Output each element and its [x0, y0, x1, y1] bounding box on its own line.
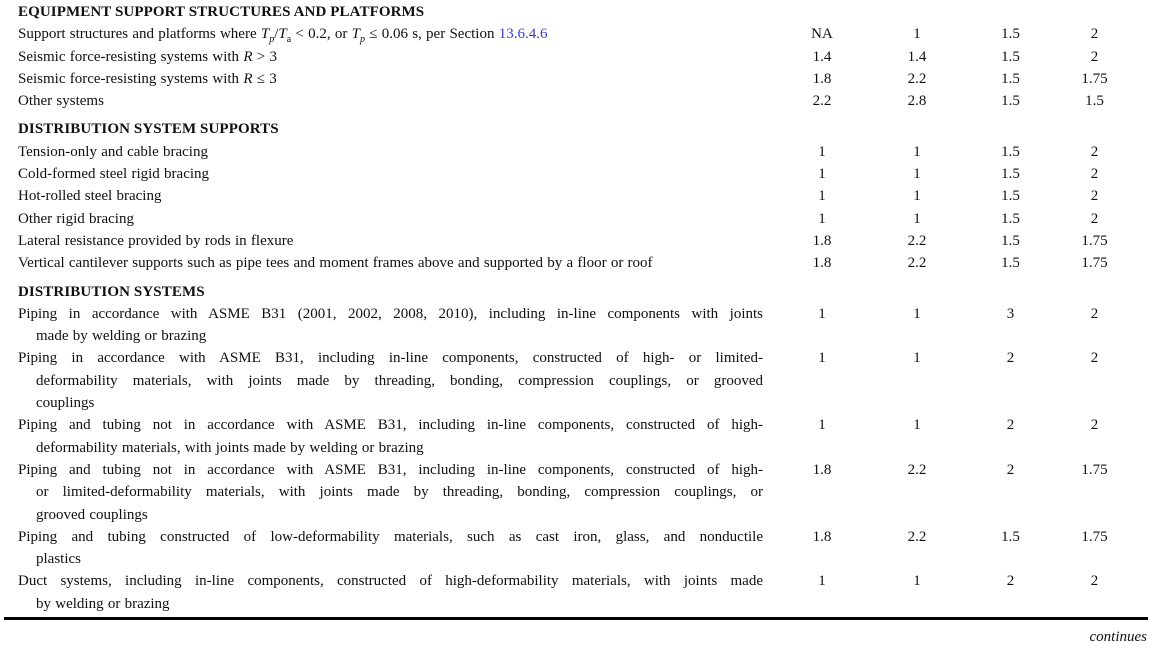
- row-label: [18, 141, 763, 163]
- cell-value: 2.2: [907, 70, 927, 87]
- cell-value: 2: [1090, 210, 1099, 227]
- cell-value: 1.75: [1081, 232, 1108, 249]
- cell-value: 2: [1090, 573, 1099, 590]
- row-label: [18, 347, 763, 414]
- label-text: ≤ 0.06 s, per Section: [364, 26, 499, 43]
- label-text: Hot-rolled steel bracing: [18, 188, 162, 205]
- row-label: [18, 459, 763, 526]
- row-label: [18, 90, 763, 112]
- section-link[interactable]: 13.6.4.6: [498, 26, 548, 43]
- continues-label: continues: [1089, 628, 1147, 645]
- cell-value: 1.5: [1001, 210, 1020, 227]
- label-line: [18, 481, 763, 503]
- cell-value: 1.8: [812, 255, 832, 272]
- label-line: [18, 414, 763, 436]
- label-text: T: [351, 26, 360, 43]
- label-text: R: [243, 48, 253, 65]
- cell-value: 1.5: [1001, 70, 1020, 87]
- table-row: [18, 230, 1153, 252]
- cell-value: NA: [811, 26, 833, 43]
- table-row: [18, 570, 1153, 615]
- label-text: Duct systems, including in-line components, constructed of high-deformability materials, with joints made: [18, 573, 763, 590]
- cell-value: 1.5: [1001, 232, 1020, 249]
- label-line: [18, 46, 763, 68]
- row-label: [18, 46, 763, 68]
- label-text: Piping in accordance with ASME B31 (2001, 2002, 2008, 2010), including in-line components with joints: [18, 305, 763, 322]
- row-label: [18, 252, 763, 274]
- label-line: [18, 325, 763, 347]
- label-text: T: [260, 26, 270, 43]
- cell-value: 2: [1090, 350, 1099, 367]
- cell-value: 1: [818, 210, 826, 227]
- cell-value: 2: [1090, 305, 1099, 322]
- section-header: DISTRIBUTION SYSTEM SUPPORTS: [18, 121, 279, 138]
- cell-value: 1: [913, 26, 921, 43]
- cell-value: 1: [818, 305, 826, 322]
- label-line: [18, 252, 763, 274]
- cell-value: 1: [818, 188, 826, 205]
- label-line: [18, 230, 763, 252]
- cell-value: 2.2: [907, 255, 927, 272]
- row-label: [18, 23, 763, 45]
- table-row: [18, 23, 1153, 45]
- cell-value: 1.8: [812, 461, 832, 478]
- label-text: Lateral resistance provided by rods in flexure: [18, 232, 294, 249]
- label-text: deformability materials, with joints made by welding or brazing: [36, 439, 424, 456]
- label-text: by welding or brazing: [36, 595, 170, 612]
- label-text: Support structures and platforms where: [18, 26, 261, 43]
- table-row: [18, 347, 1153, 414]
- cell-value: 2: [1006, 573, 1015, 590]
- table-row: [18, 459, 1153, 526]
- table-row: [18, 46, 1153, 68]
- cell-value: 2: [1090, 188, 1099, 205]
- label-line: [18, 392, 763, 414]
- label-line: [18, 526, 763, 548]
- table-row: [18, 68, 1153, 90]
- label-line: [18, 68, 763, 90]
- cell-value: 1.4: [812, 48, 832, 65]
- label-line: [18, 303, 763, 325]
- row-label: [18, 163, 763, 185]
- label-text: p: [359, 34, 365, 46]
- label-text: Piping in accordance with ASME B31, including in-line components, constructed of high- or limited-: [18, 350, 763, 367]
- cell-value: 2: [1090, 143, 1099, 160]
- label-line: [18, 23, 763, 45]
- label-text: Piping and tubing not in accordance with ASME B31, including in-line components, constructed of high-: [18, 461, 763, 478]
- cell-value: 1.75: [1081, 461, 1108, 478]
- cell-value: 2.2: [907, 232, 927, 249]
- cell-value: 1.5: [1001, 188, 1020, 205]
- cell-value: 1.75: [1081, 255, 1108, 272]
- row-label: [18, 414, 763, 459]
- row-label: [18, 185, 763, 207]
- label-text: < 0.2, or: [291, 26, 352, 43]
- cell-value: 1.5: [1001, 255, 1020, 272]
- cell-value: 2.2: [907, 528, 927, 545]
- label-line: [18, 90, 763, 112]
- section-header: DISTRIBUTION SYSTEMS: [18, 283, 205, 300]
- cell-value: 1: [818, 573, 826, 590]
- label-text: Tension-only and cable bracing: [18, 143, 208, 160]
- row-label: [18, 570, 763, 615]
- label-text: a: [286, 34, 292, 46]
- label-line: [18, 593, 763, 615]
- cell-value: 1: [818, 417, 826, 434]
- cell-value: 1.5: [1001, 48, 1020, 65]
- cell-value: 1: [913, 350, 921, 367]
- label-text: Cold-formed steel rigid bracing: [18, 166, 210, 183]
- row-label: [18, 208, 763, 230]
- label-line: [18, 370, 763, 392]
- cell-value: 2: [1090, 417, 1099, 434]
- cell-value: 1: [913, 417, 921, 434]
- cell-value: 2.2: [907, 461, 927, 478]
- label-line: [18, 437, 763, 459]
- table-row: [18, 208, 1153, 230]
- cell-value: 2.8: [907, 93, 927, 110]
- label-text: p: [269, 34, 275, 46]
- table-row: [18, 414, 1153, 459]
- cell-value: 2: [1006, 461, 1015, 478]
- cell-value: 1.75: [1081, 70, 1108, 87]
- label-text: Other systems: [18, 93, 104, 110]
- cell-value: 1: [913, 305, 921, 322]
- label-text: Seismic force-resisting systems with: [18, 70, 244, 87]
- label-text: grooved couplings: [36, 506, 148, 523]
- label-text: Seismic force-resisting systems with: [18, 48, 244, 65]
- cell-value: 1.8: [812, 528, 832, 545]
- cell-value: 1.5: [1001, 528, 1020, 545]
- label-text: Piping and tubing constructed of low-deformability materials, such as cast iron, glass, and nonductile: [18, 528, 763, 545]
- table-row: [18, 90, 1153, 112]
- label-text: Other rigid bracing: [18, 210, 134, 227]
- label-text: couplings: [36, 395, 95, 412]
- table-row: [18, 185, 1153, 207]
- cell-value: 2.2: [812, 93, 832, 110]
- cell-value: 3: [1006, 305, 1015, 322]
- cell-value: 1: [913, 573, 921, 590]
- label-text: > 3: [252, 48, 277, 65]
- cell-value: 1: [913, 210, 921, 227]
- label-text: /: [274, 26, 279, 43]
- row-label: [18, 526, 763, 571]
- section-header: EQUIPMENT SUPPORT STRUCTURES AND PLATFORMS: [18, 4, 425, 20]
- label-line: [18, 459, 763, 481]
- label-line: [18, 548, 763, 570]
- row-label: [18, 230, 763, 252]
- label-text: Vertical cantilever supports such as pipe tees and moment frames above and supported by a floor or roof: [18, 255, 653, 272]
- label-line: [18, 208, 763, 230]
- cell-value: 1.5: [1001, 93, 1020, 110]
- cell-value: 2: [1090, 26, 1099, 43]
- cell-value: 1.5: [1001, 143, 1020, 160]
- cell-value: 1: [818, 143, 826, 160]
- cell-value: 1: [913, 166, 921, 183]
- cell-value: 1.5: [1001, 26, 1020, 43]
- table-row: [18, 163, 1153, 185]
- cell-value: 1.75: [1081, 528, 1108, 545]
- cell-value: 1: [818, 166, 826, 183]
- label-line: [18, 504, 763, 526]
- table-row: [18, 526, 1153, 571]
- label-text: Piping and tubing not in accordance with ASME B31, including in-line components, constructed of high-: [18, 417, 763, 434]
- label-text: R: [243, 70, 253, 87]
- label-text: ≤ 3: [252, 70, 277, 87]
- cell-value: 1.8: [812, 232, 832, 249]
- label-text: or limited-deformability materials, with joints made by threading, bonding, compression couplings, or: [36, 484, 763, 501]
- table-bottom-rule: [4, 617, 1148, 620]
- cell-value: 2: [1006, 417, 1015, 434]
- label-line: [18, 347, 763, 369]
- label-text: T: [278, 26, 287, 43]
- table-row: [18, 252, 1153, 274]
- label-text: plastics: [36, 551, 81, 568]
- cell-value: 1.4: [907, 48, 927, 65]
- label-line: [18, 570, 763, 592]
- cell-value: 1: [913, 143, 921, 160]
- table-row: [18, 141, 1153, 163]
- label-text: made by welding or brazing: [36, 328, 207, 345]
- row-label: [18, 303, 763, 348]
- table-row: [18, 303, 1153, 348]
- label-line: [18, 163, 763, 185]
- label-line: [18, 185, 763, 207]
- label-text: deformability materials, with joints made by threading, bonding, compression couplings, or grooved: [36, 372, 763, 389]
- cell-value: 1: [818, 350, 826, 367]
- cell-value: 1.8: [812, 70, 832, 87]
- label-line: [18, 141, 763, 163]
- row-label: [18, 68, 763, 90]
- cell-value: 2: [1006, 350, 1015, 367]
- cell-value: 2: [1090, 48, 1099, 65]
- cell-value: 2: [1090, 166, 1099, 183]
- cell-value: 1.5: [1085, 93, 1104, 110]
- cell-value: 1.5: [1001, 166, 1020, 183]
- cell-value: 1: [913, 188, 921, 205]
